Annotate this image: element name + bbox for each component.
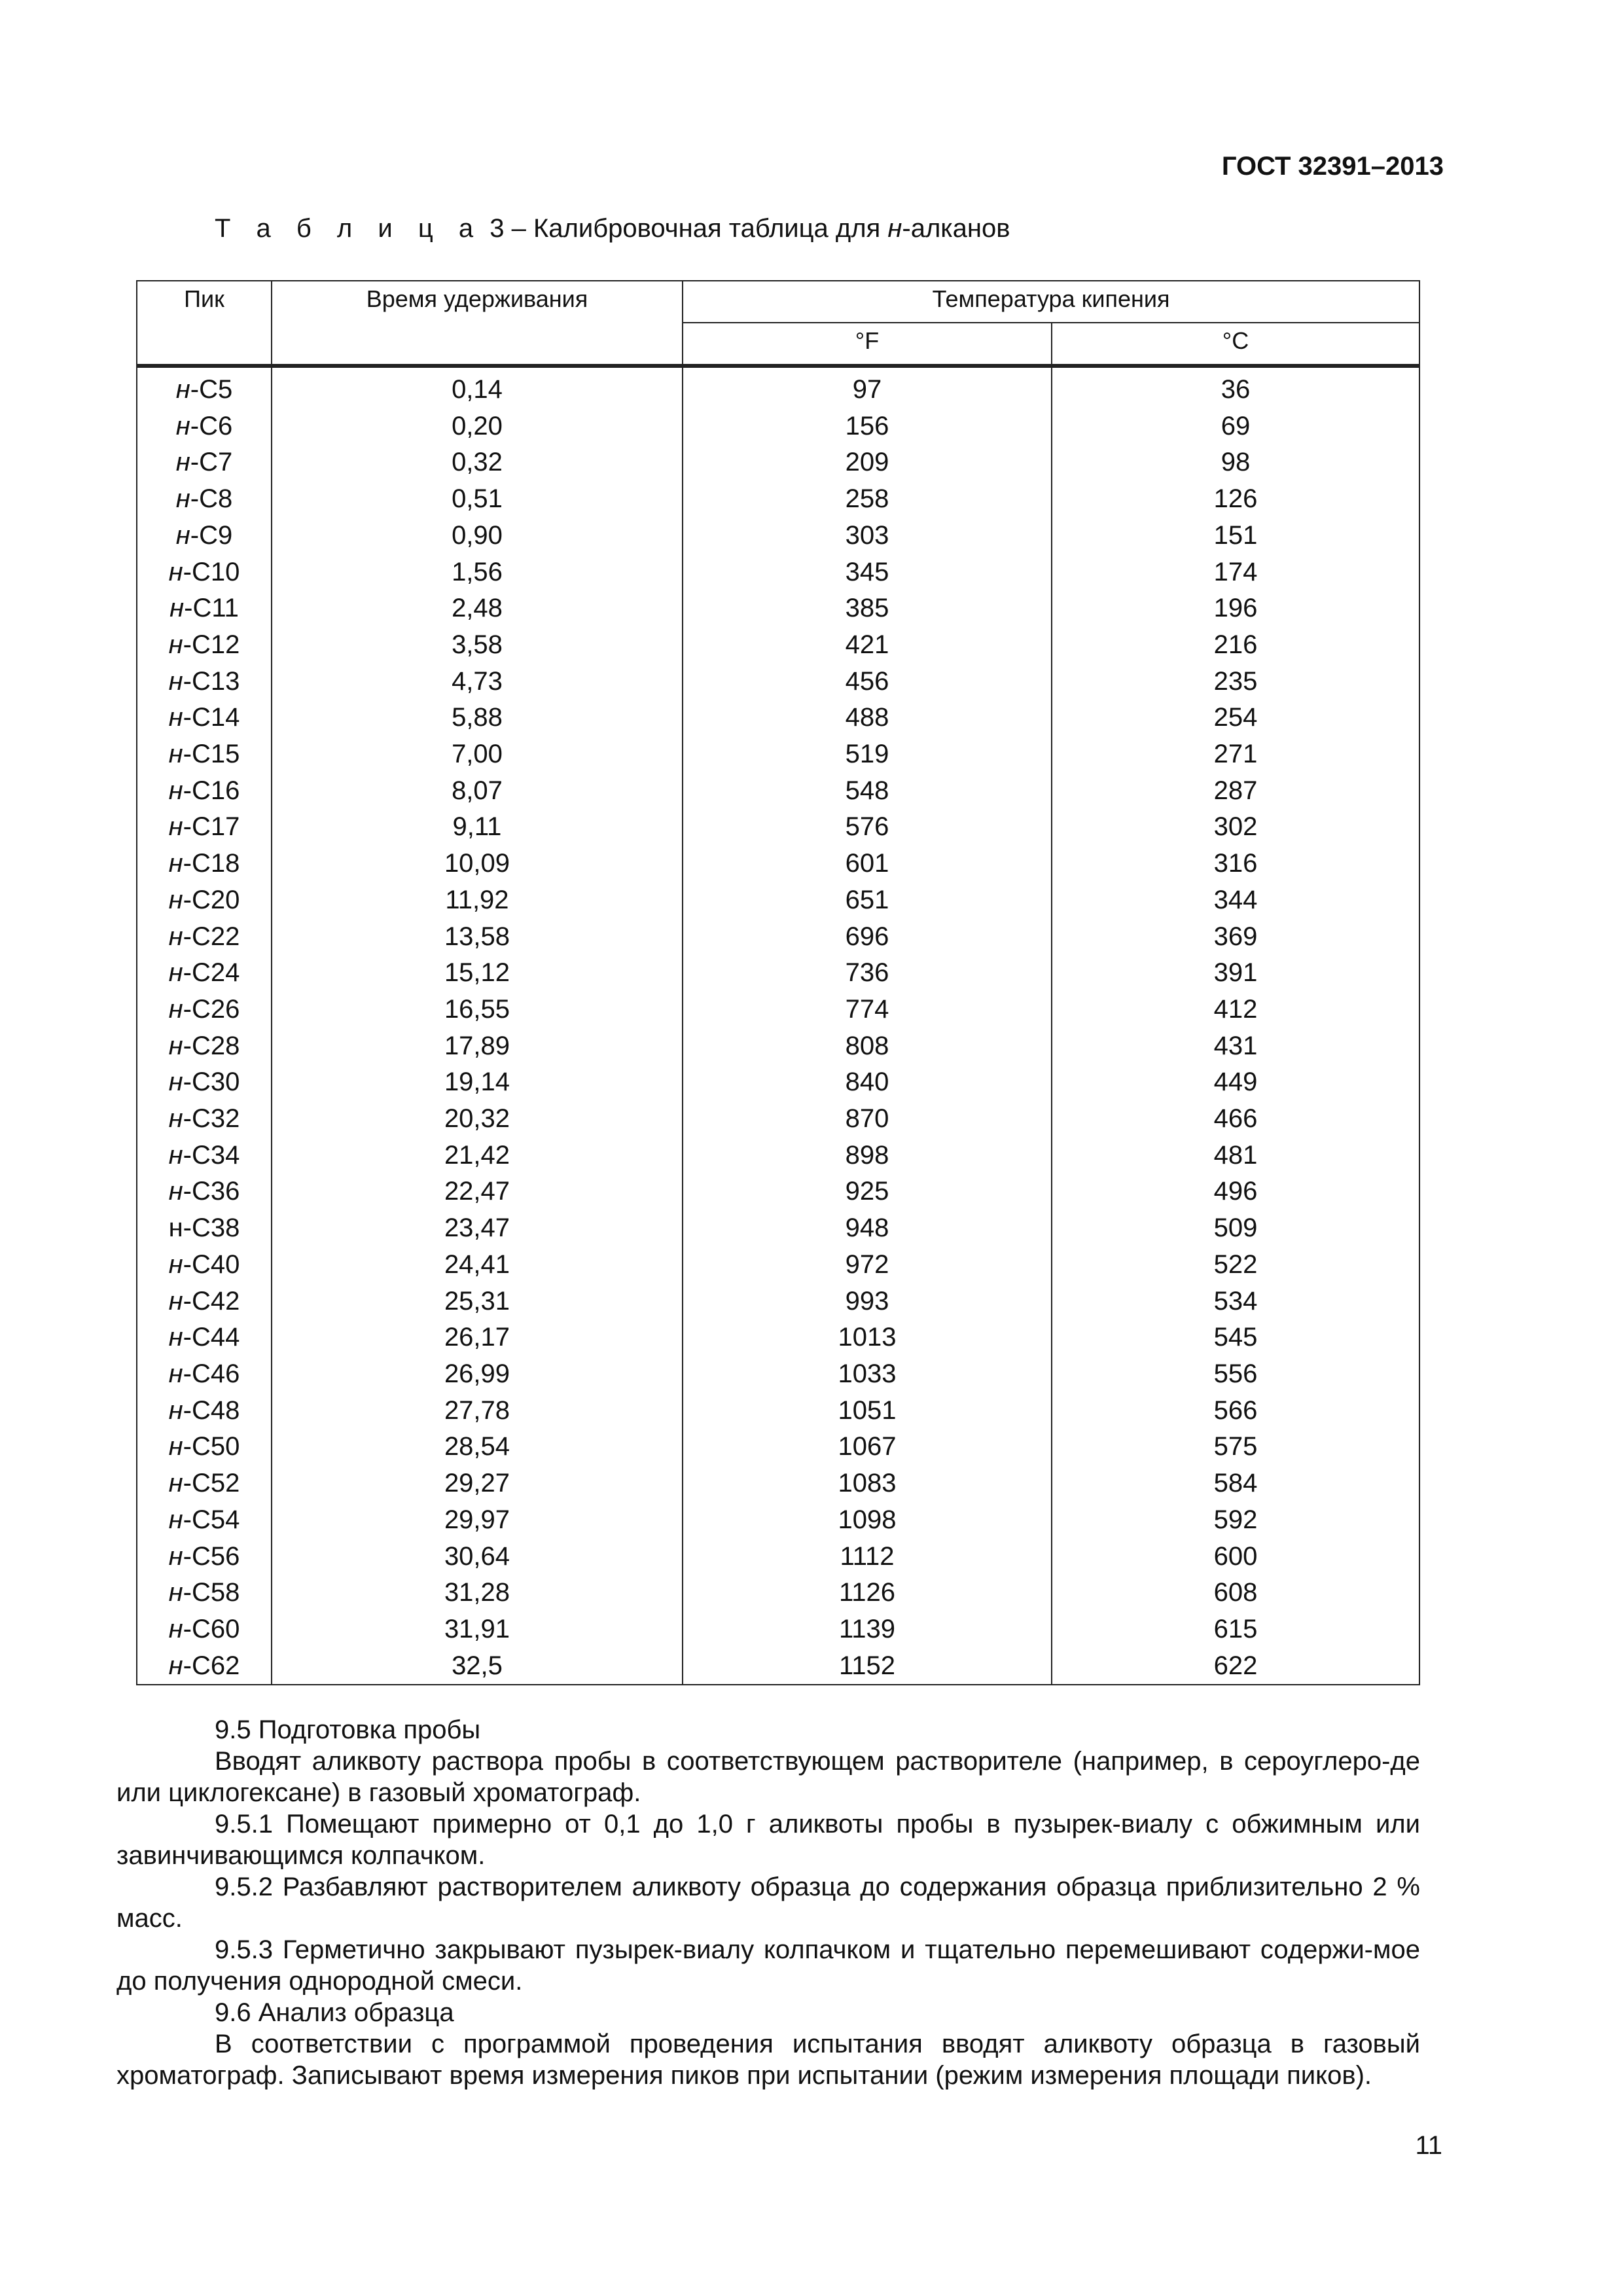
peak-name: -С15 bbox=[183, 740, 240, 769]
cell-peak bbox=[137, 1174, 272, 1210]
peak-name: -С5 bbox=[190, 375, 233, 404]
cell-fahrenheit: 421 bbox=[683, 627, 1052, 664]
cell-peak bbox=[137, 554, 272, 591]
cell-retention-time: 8,07 bbox=[272, 773, 683, 810]
peak-name: -С28 bbox=[183, 1031, 240, 1060]
cell-retention-time: 24,41 bbox=[272, 1247, 683, 1283]
cell-fahrenheit: 840 bbox=[683, 1064, 1052, 1101]
cell-fahrenheit: 736 bbox=[683, 955, 1052, 992]
peak-name: -С6 bbox=[190, 411, 233, 440]
peak-prefix: н bbox=[168, 1177, 183, 1206]
peak-prefix: н bbox=[168, 1651, 183, 1680]
peak-name: -С9 bbox=[190, 520, 233, 550]
table-row bbox=[137, 1465, 1419, 1502]
table-caption bbox=[215, 214, 1010, 243]
peak-name: -С32 bbox=[183, 1104, 240, 1134]
cell-retention-time: 21,42 bbox=[272, 1138, 683, 1174]
section-9-5-title: 9.5 Подготовка пробы bbox=[215, 1715, 481, 1745]
table-row bbox=[137, 809, 1419, 846]
peak-name: -С13 bbox=[183, 666, 240, 696]
cell-retention-time: 23,47 bbox=[272, 1210, 683, 1247]
table-row bbox=[137, 919, 1419, 956]
peak-name: -С17 bbox=[183, 812, 240, 842]
peak-name: -С16 bbox=[183, 776, 240, 805]
cell-celsius: 522 bbox=[1052, 1247, 1419, 1283]
cell-fahrenheit: 548 bbox=[683, 773, 1052, 810]
cell-retention-time: 0,20 bbox=[272, 408, 683, 445]
cell-peak bbox=[137, 1575, 272, 1611]
table-row bbox=[137, 590, 1419, 627]
cell-celsius: 466 bbox=[1052, 1101, 1419, 1138]
cell-peak bbox=[137, 664, 272, 700]
cell-retention-time: 16,55 bbox=[272, 992, 683, 1028]
cell-peak bbox=[137, 1429, 272, 1465]
peak-prefix: н bbox=[175, 411, 190, 440]
cell-retention-time: 30,64 bbox=[272, 1539, 683, 1575]
cell-retention-time: 32,5 bbox=[272, 1648, 683, 1685]
header-celsius: °C bbox=[1052, 323, 1419, 366]
cell-fahrenheit: 1033 bbox=[683, 1356, 1052, 1393]
cell-fahrenheit: 601 bbox=[683, 846, 1052, 882]
caption-title-italic: н bbox=[887, 214, 902, 243]
cell-celsius: 126 bbox=[1052, 481, 1419, 518]
peak-prefix: н bbox=[168, 1469, 183, 1498]
cell-peak bbox=[137, 846, 272, 882]
table-row bbox=[137, 1319, 1419, 1356]
cell-retention-time: 9,11 bbox=[272, 809, 683, 846]
cell-peak bbox=[137, 1101, 272, 1138]
cell-retention-time: 4,73 bbox=[272, 664, 683, 700]
cell-fahrenheit: 1083 bbox=[683, 1465, 1052, 1502]
calibration-table bbox=[136, 280, 1420, 1685]
cell-retention-time: 11,92 bbox=[272, 882, 683, 919]
section-9-6-text: В соответствии с программой проведения испытания вводят аликвоту образца в газовый хроматограф. Записывают время измерения пиков при испытании (режим измерения площади пиков). bbox=[116, 2030, 1420, 2090]
peak-name: -С18 bbox=[183, 849, 240, 878]
peak-prefix: н bbox=[175, 375, 190, 404]
peak-prefix: н bbox=[168, 557, 183, 586]
peak-prefix: н bbox=[168, 1578, 183, 1607]
cell-retention-time: 3,58 bbox=[272, 627, 683, 664]
table-row bbox=[137, 1247, 1419, 1283]
cell-retention-time: 29,27 bbox=[272, 1465, 683, 1502]
cell-fahrenheit: 258 bbox=[683, 481, 1052, 518]
peak-name: -С10 bbox=[183, 557, 240, 586]
peak-prefix: н bbox=[168, 1323, 183, 1352]
table-row bbox=[137, 1210, 1419, 1247]
table-row bbox=[137, 846, 1419, 882]
cell-peak bbox=[137, 1393, 272, 1429]
cell-fahrenheit: 1067 bbox=[683, 1429, 1052, 1465]
cell-peak bbox=[137, 518, 272, 554]
cell-retention-time: 19,14 bbox=[272, 1064, 683, 1101]
cell-celsius: 608 bbox=[1052, 1575, 1419, 1611]
cell-peak bbox=[137, 366, 272, 408]
caption-title-after: -алканов bbox=[902, 214, 1010, 243]
section-9-5-3: 9.5.3 Герметично закрывают пузырек-виалу колпачком и тщательно перемешивают содержи-мое до получения однородной смеси. bbox=[116, 1935, 1420, 1996]
cell-celsius: 566 bbox=[1052, 1393, 1419, 1429]
table-row bbox=[137, 366, 1419, 408]
peak-prefix: н bbox=[168, 1031, 183, 1060]
cell-celsius: 496 bbox=[1052, 1174, 1419, 1210]
cell-celsius: 174 bbox=[1052, 554, 1419, 591]
cell-retention-time: 20,32 bbox=[272, 1101, 683, 1138]
cell-fahrenheit: 1152 bbox=[683, 1648, 1052, 1685]
peak-name: -С40 bbox=[183, 1249, 240, 1279]
table-row bbox=[137, 955, 1419, 992]
cell-fahrenheit: 209 bbox=[683, 444, 1052, 481]
table-row bbox=[137, 627, 1419, 664]
table-row bbox=[137, 481, 1419, 518]
peak-name: -С36 bbox=[183, 1177, 240, 1206]
cell-retention-time: 15,12 bbox=[272, 955, 683, 992]
cell-peak bbox=[137, 408, 272, 445]
cell-peak bbox=[137, 700, 272, 736]
section-9-5-2: 9.5.2 Разбавляют растворителем аликвоту образца до содержания образца приблизительно 2 % масс. bbox=[116, 1873, 1420, 1933]
table-row bbox=[137, 554, 1419, 591]
cell-peak bbox=[137, 1247, 272, 1283]
peak-name: -С48 bbox=[183, 1395, 240, 1425]
caption-dash: – bbox=[504, 214, 533, 243]
cell-celsius: 69 bbox=[1052, 408, 1419, 445]
cell-peak bbox=[137, 1502, 272, 1539]
table-row bbox=[137, 1356, 1419, 1393]
table-number: 3 bbox=[490, 214, 505, 243]
cell-peak bbox=[137, 444, 272, 481]
peak-prefix: н bbox=[168, 1104, 183, 1134]
cell-celsius: 575 bbox=[1052, 1429, 1419, 1465]
cell-fahrenheit: 303 bbox=[683, 518, 1052, 554]
caption-title-before: Калибровочная таблица для bbox=[533, 214, 888, 243]
cell-fahrenheit: 925 bbox=[683, 1174, 1052, 1210]
peak-name: -С24 bbox=[183, 958, 240, 988]
peak-name: -С50 bbox=[183, 1432, 240, 1462]
peak-prefix: н bbox=[168, 1432, 183, 1462]
peak-prefix: н bbox=[168, 1395, 183, 1425]
cell-retention-time: 26,17 bbox=[272, 1319, 683, 1356]
cell-retention-time: 27,78 bbox=[272, 1393, 683, 1429]
table-row bbox=[137, 1101, 1419, 1138]
cell-peak bbox=[137, 481, 272, 518]
peak-name: -С44 bbox=[183, 1323, 240, 1352]
cell-celsius: 36 bbox=[1052, 366, 1419, 408]
cell-peak bbox=[137, 1356, 272, 1393]
peak-prefix: н bbox=[168, 776, 183, 805]
cell-peak bbox=[137, 1539, 272, 1575]
cell-fahrenheit: 1051 bbox=[683, 1393, 1052, 1429]
cell-retention-time: 5,88 bbox=[272, 700, 683, 736]
peak-name: -С58 bbox=[183, 1578, 240, 1607]
cell-retention-time: 28,54 bbox=[272, 1429, 683, 1465]
header-peak: Пик bbox=[137, 281, 272, 366]
cell-peak bbox=[137, 1210, 272, 1247]
table-row bbox=[137, 736, 1419, 773]
peak-name: -С26 bbox=[183, 994, 240, 1024]
cell-celsius: 302 bbox=[1052, 809, 1419, 846]
header-fahrenheit: °F bbox=[683, 323, 1052, 366]
cell-celsius: 449 bbox=[1052, 1064, 1419, 1101]
cell-retention-time: 29,97 bbox=[272, 1502, 683, 1539]
cell-retention-time: 25,31 bbox=[272, 1283, 683, 1320]
table-row bbox=[137, 1429, 1419, 1465]
peak-prefix: н bbox=[168, 849, 183, 878]
cell-retention-time: 0,51 bbox=[272, 481, 683, 518]
peak-name: н-С38 bbox=[168, 1213, 240, 1243]
peak-prefix: н bbox=[168, 1505, 183, 1534]
table-row bbox=[137, 1575, 1419, 1611]
cell-retention-time: 7,00 bbox=[272, 736, 683, 773]
cell-fahrenheit: 993 bbox=[683, 1283, 1052, 1320]
table-row bbox=[137, 992, 1419, 1028]
peak-name: -С20 bbox=[183, 885, 240, 914]
cell-peak bbox=[137, 882, 272, 919]
peak-prefix: н bbox=[168, 630, 183, 659]
cell-celsius: 151 bbox=[1052, 518, 1419, 554]
cell-celsius: 271 bbox=[1052, 736, 1419, 773]
peak-name: -С22 bbox=[183, 922, 240, 951]
table-label: Т а б л и ц а bbox=[215, 214, 483, 243]
peak-name: -С7 bbox=[190, 448, 233, 477]
cell-fahrenheit: 870 bbox=[683, 1101, 1052, 1138]
peak-prefix: н bbox=[175, 448, 190, 477]
table-row bbox=[137, 408, 1419, 445]
cell-fahrenheit: 898 bbox=[683, 1138, 1052, 1174]
cell-fahrenheit: 1139 bbox=[683, 1611, 1052, 1648]
cell-fahrenheit: 156 bbox=[683, 408, 1052, 445]
peak-name: -С56 bbox=[183, 1541, 240, 1571]
table-row bbox=[137, 1028, 1419, 1065]
peak-prefix: н bbox=[168, 1614, 183, 1643]
peak-prefix: н bbox=[168, 703, 183, 732]
cell-retention-time: 10,09 bbox=[272, 846, 683, 882]
cell-peak bbox=[137, 736, 272, 773]
peak-prefix: н bbox=[168, 812, 183, 842]
peak-prefix: н bbox=[175, 484, 190, 514]
peak-prefix: н bbox=[168, 958, 183, 988]
cell-peak bbox=[137, 773, 272, 810]
cell-celsius: 431 bbox=[1052, 1028, 1419, 1065]
cell-fahrenheit: 1098 bbox=[683, 1502, 1052, 1539]
cell-celsius: 592 bbox=[1052, 1502, 1419, 1539]
table-row bbox=[137, 1283, 1419, 1320]
cell-celsius: 391 bbox=[1052, 955, 1419, 992]
cell-celsius: 412 bbox=[1052, 992, 1419, 1028]
peak-prefix: н bbox=[168, 1140, 183, 1170]
table-row bbox=[137, 700, 1419, 736]
table-row bbox=[137, 1648, 1419, 1685]
cell-peak bbox=[137, 955, 272, 992]
peak-prefix: н bbox=[168, 994, 183, 1024]
cell-fahrenheit: 1112 bbox=[683, 1539, 1052, 1575]
cell-fahrenheit: 651 bbox=[683, 882, 1052, 919]
cell-celsius: 615 bbox=[1052, 1611, 1419, 1648]
cell-peak bbox=[137, 590, 272, 627]
cell-celsius: 600 bbox=[1052, 1539, 1419, 1575]
cell-fahrenheit: 519 bbox=[683, 736, 1052, 773]
table-row bbox=[137, 1064, 1419, 1101]
cell-celsius: 481 bbox=[1052, 1138, 1419, 1174]
table-row bbox=[137, 1539, 1419, 1575]
peak-prefix: н bbox=[168, 1286, 183, 1316]
cell-retention-time: 31,28 bbox=[272, 1575, 683, 1611]
cell-retention-time: 31,91 bbox=[272, 1611, 683, 1648]
cell-fahrenheit: 488 bbox=[683, 700, 1052, 736]
header-retention-time: Время удерживания bbox=[272, 281, 683, 366]
cell-fahrenheit: 696 bbox=[683, 919, 1052, 956]
peak-name: -С8 bbox=[190, 484, 233, 514]
peak-name: -С30 bbox=[183, 1067, 240, 1097]
table-row bbox=[137, 444, 1419, 481]
cell-fahrenheit: 808 bbox=[683, 1028, 1052, 1065]
peak-name: -С34 bbox=[183, 1140, 240, 1170]
cell-celsius: 622 bbox=[1052, 1648, 1419, 1685]
cell-celsius: 216 bbox=[1052, 627, 1419, 664]
table-row bbox=[137, 882, 1419, 919]
standard-number: ГОСТ 32391–2013 bbox=[1221, 152, 1444, 181]
cell-peak bbox=[137, 1138, 272, 1174]
cell-celsius: 316 bbox=[1052, 846, 1419, 882]
peak-prefix: н bbox=[168, 1067, 183, 1097]
cell-celsius: 584 bbox=[1052, 1465, 1419, 1502]
peak-prefix: н bbox=[175, 520, 190, 550]
cell-peak bbox=[137, 627, 272, 664]
cell-celsius: 196 bbox=[1052, 590, 1419, 627]
cell-fahrenheit: 948 bbox=[683, 1210, 1052, 1247]
cell-celsius: 98 bbox=[1052, 444, 1419, 481]
peak-prefix: н bbox=[169, 594, 185, 623]
cell-celsius: 235 bbox=[1052, 664, 1419, 700]
peak-name: -С60 bbox=[183, 1614, 240, 1643]
peak-name: -С11 bbox=[184, 594, 239, 623]
cell-retention-time: 2,48 bbox=[272, 590, 683, 627]
cell-peak bbox=[137, 1064, 272, 1101]
cell-fahrenheit: 1126 bbox=[683, 1575, 1052, 1611]
cell-fahrenheit: 774 bbox=[683, 992, 1052, 1028]
cell-fahrenheit: 456 bbox=[683, 664, 1052, 700]
section-9-5-text: Вводят аликвоту раствора пробы в соответствующем растворителе (например, в сероуглеро-де или циклогексане) в газовый хроматограф. bbox=[116, 1747, 1420, 1808]
cell-fahrenheit: 576 bbox=[683, 809, 1052, 846]
cell-retention-time: 0,90 bbox=[272, 518, 683, 554]
table-row bbox=[137, 1611, 1419, 1648]
cell-peak bbox=[137, 919, 272, 956]
cell-celsius: 545 bbox=[1052, 1319, 1419, 1356]
cell-celsius: 369 bbox=[1052, 919, 1419, 956]
peak-prefix: н bbox=[168, 922, 183, 951]
peak-name: -С14 bbox=[183, 703, 240, 732]
cell-peak bbox=[137, 809, 272, 846]
peak-name: -С54 bbox=[183, 1505, 240, 1534]
peak-name: -С62 bbox=[183, 1651, 240, 1680]
cell-peak bbox=[137, 992, 272, 1028]
peak-prefix: н bbox=[168, 1541, 183, 1571]
cell-peak bbox=[137, 1283, 272, 1320]
table-header bbox=[137, 281, 1419, 366]
table-row bbox=[137, 1138, 1419, 1174]
cell-celsius: 509 bbox=[1052, 1210, 1419, 1247]
page-number: 11 bbox=[1415, 2131, 1442, 2160]
peak-name: -С42 bbox=[183, 1286, 240, 1316]
header-boiling-point: Температура кипения bbox=[683, 281, 1419, 323]
cell-retention-time: 26,99 bbox=[272, 1356, 683, 1393]
peak-name: -С52 bbox=[183, 1469, 240, 1498]
peak-prefix: н bbox=[168, 740, 183, 769]
cell-retention-time: 0,14 bbox=[272, 366, 683, 408]
table-row bbox=[137, 1393, 1419, 1429]
cell-fahrenheit: 972 bbox=[683, 1247, 1052, 1283]
table-body bbox=[137, 366, 1419, 1685]
cell-peak bbox=[137, 1648, 272, 1685]
cell-retention-time: 13,58 bbox=[272, 919, 683, 956]
cell-peak bbox=[137, 1319, 272, 1356]
cell-retention-time: 17,89 bbox=[272, 1028, 683, 1065]
section-9-6-title: 9.6 Анализ образца bbox=[215, 1998, 454, 2028]
cell-retention-time: 1,56 bbox=[272, 554, 683, 591]
cell-fahrenheit: 385 bbox=[683, 590, 1052, 627]
table-row bbox=[137, 518, 1419, 554]
cell-celsius: 534 bbox=[1052, 1283, 1419, 1320]
peak-name: -С12 bbox=[183, 630, 240, 659]
cell-retention-time: 0,32 bbox=[272, 444, 683, 481]
table-row bbox=[137, 1502, 1419, 1539]
peak-prefix: н bbox=[168, 885, 183, 914]
cell-peak bbox=[137, 1611, 272, 1648]
cell-fahrenheit: 97 bbox=[683, 366, 1052, 408]
section-9-5-1: 9.5.1 Помещают примерно от 0,1 до 1,0 г аликвоты пробы в пузырек-виалу с обжимным или завинчивающимся колпачком. bbox=[116, 1810, 1420, 1871]
peak-name: -С46 bbox=[183, 1359, 240, 1388]
table-row bbox=[137, 1174, 1419, 1210]
cell-celsius: 287 bbox=[1052, 773, 1419, 810]
body-sections bbox=[116, 1714, 1420, 2091]
peak-prefix: н bbox=[168, 1359, 183, 1388]
cell-fahrenheit: 1013 bbox=[683, 1319, 1052, 1356]
cell-peak bbox=[137, 1028, 272, 1065]
peak-prefix: н bbox=[168, 666, 183, 696]
cell-celsius: 344 bbox=[1052, 882, 1419, 919]
cell-retention-time: 22,47 bbox=[272, 1174, 683, 1210]
peak-prefix: н bbox=[168, 1249, 183, 1279]
table-row bbox=[137, 773, 1419, 810]
table-row bbox=[137, 664, 1419, 700]
cell-celsius: 254 bbox=[1052, 700, 1419, 736]
cell-celsius: 556 bbox=[1052, 1356, 1419, 1393]
cell-peak bbox=[137, 1465, 272, 1502]
cell-fahrenheit: 345 bbox=[683, 554, 1052, 591]
